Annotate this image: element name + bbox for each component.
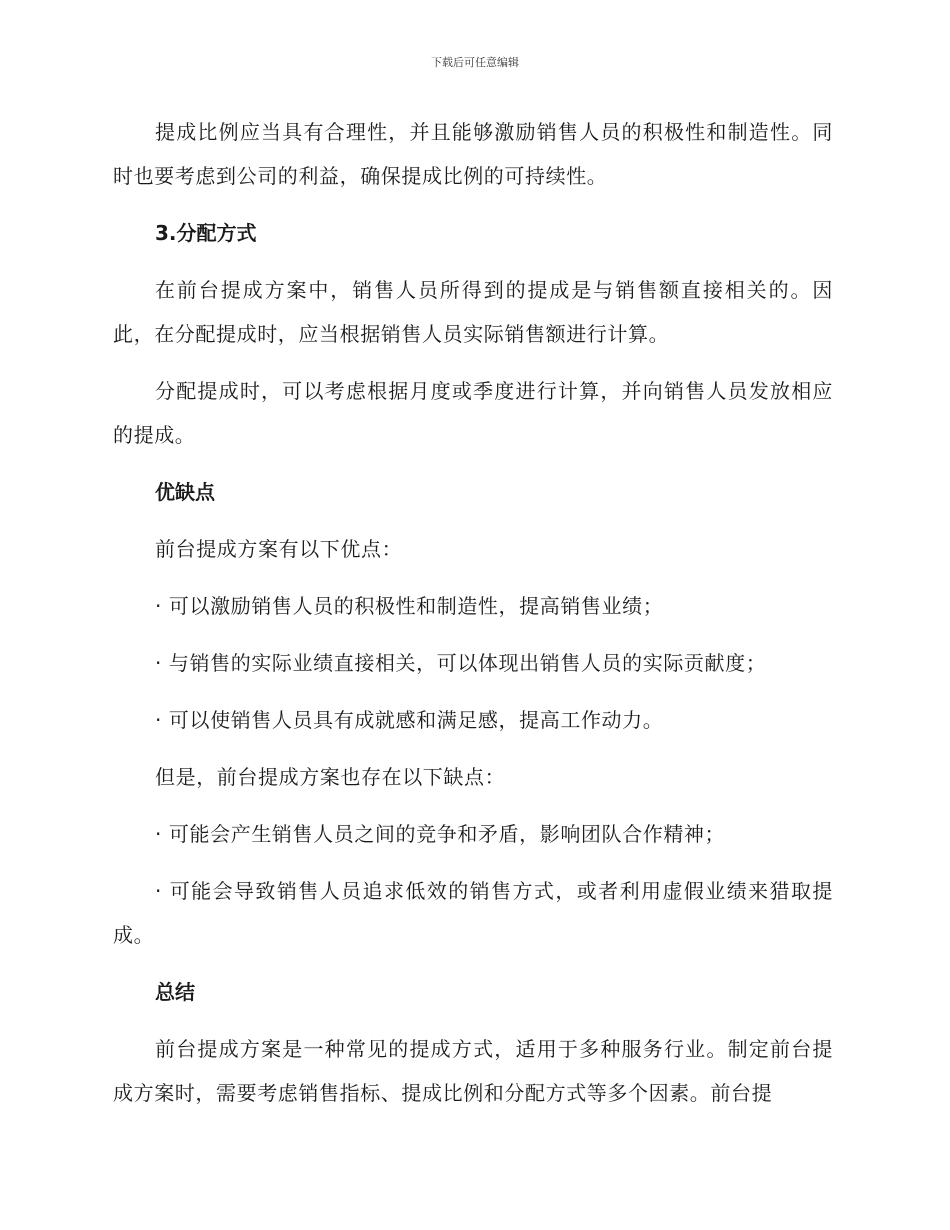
heading-distribution-method: 3.分配方式	[155, 221, 257, 245]
paragraph-summary: 前台提成方案是一种常见的提成方式，适用于多种服务行业。制定前台提成方案时，需要考虑销售指标、提成比例和分配方式等多个因素。前台提	[113, 1037, 833, 1105]
paragraph-commission-ratio: 提成比例应当具有合理性，并且能够激励销售人员的积极性和制造性。同时也要考虑到公司的利益，确保提成比例的可持续性。	[113, 120, 833, 188]
heading-summary: 总结	[155, 980, 195, 1004]
list-item-pro: · 与销售的实际业绩直接相关，可以体现出销售人员的实际贡献度；	[155, 651, 767, 675]
document-body	[113, 110, 833, 1128]
list-item-con: · 可能会产生销售人员之间的竞争和矛盾，影响团队合作精神；	[155, 822, 726, 846]
cons-intro: 但是，前台提成方案也存在以下缺点：	[155, 765, 506, 789]
paragraph-distribution-period: 分配提成时，可以考虑根据月度或季度进行计算，并向销售人员发放相应的提成。	[113, 379, 833, 447]
list-item-con: · 可能会导致销售人员追求低效的销售方式，或者利用虚假业绩来猎取提成。	[113, 879, 833, 947]
page-header-note: 下载后可任意编辑	[431, 56, 519, 69]
list-item-pro: · 可以使销售人员具有成就感和满足感，提高工作动力。	[155, 708, 664, 732]
list-item-pro: · 可以激励销售人员的积极性和制造性，提高销售业绩；	[155, 594, 664, 618]
paragraph-distribution-basis: 在前台提成方案中，销售人员所得到的提成是与销售额直接相关的。因此，在分配提成时，应当根据销售人员实际销售额进行计算。	[113, 278, 833, 346]
heading-pros-cons: 优缺点	[155, 480, 215, 504]
pros-intro: 前台提成方案有以下优点：	[155, 537, 403, 561]
